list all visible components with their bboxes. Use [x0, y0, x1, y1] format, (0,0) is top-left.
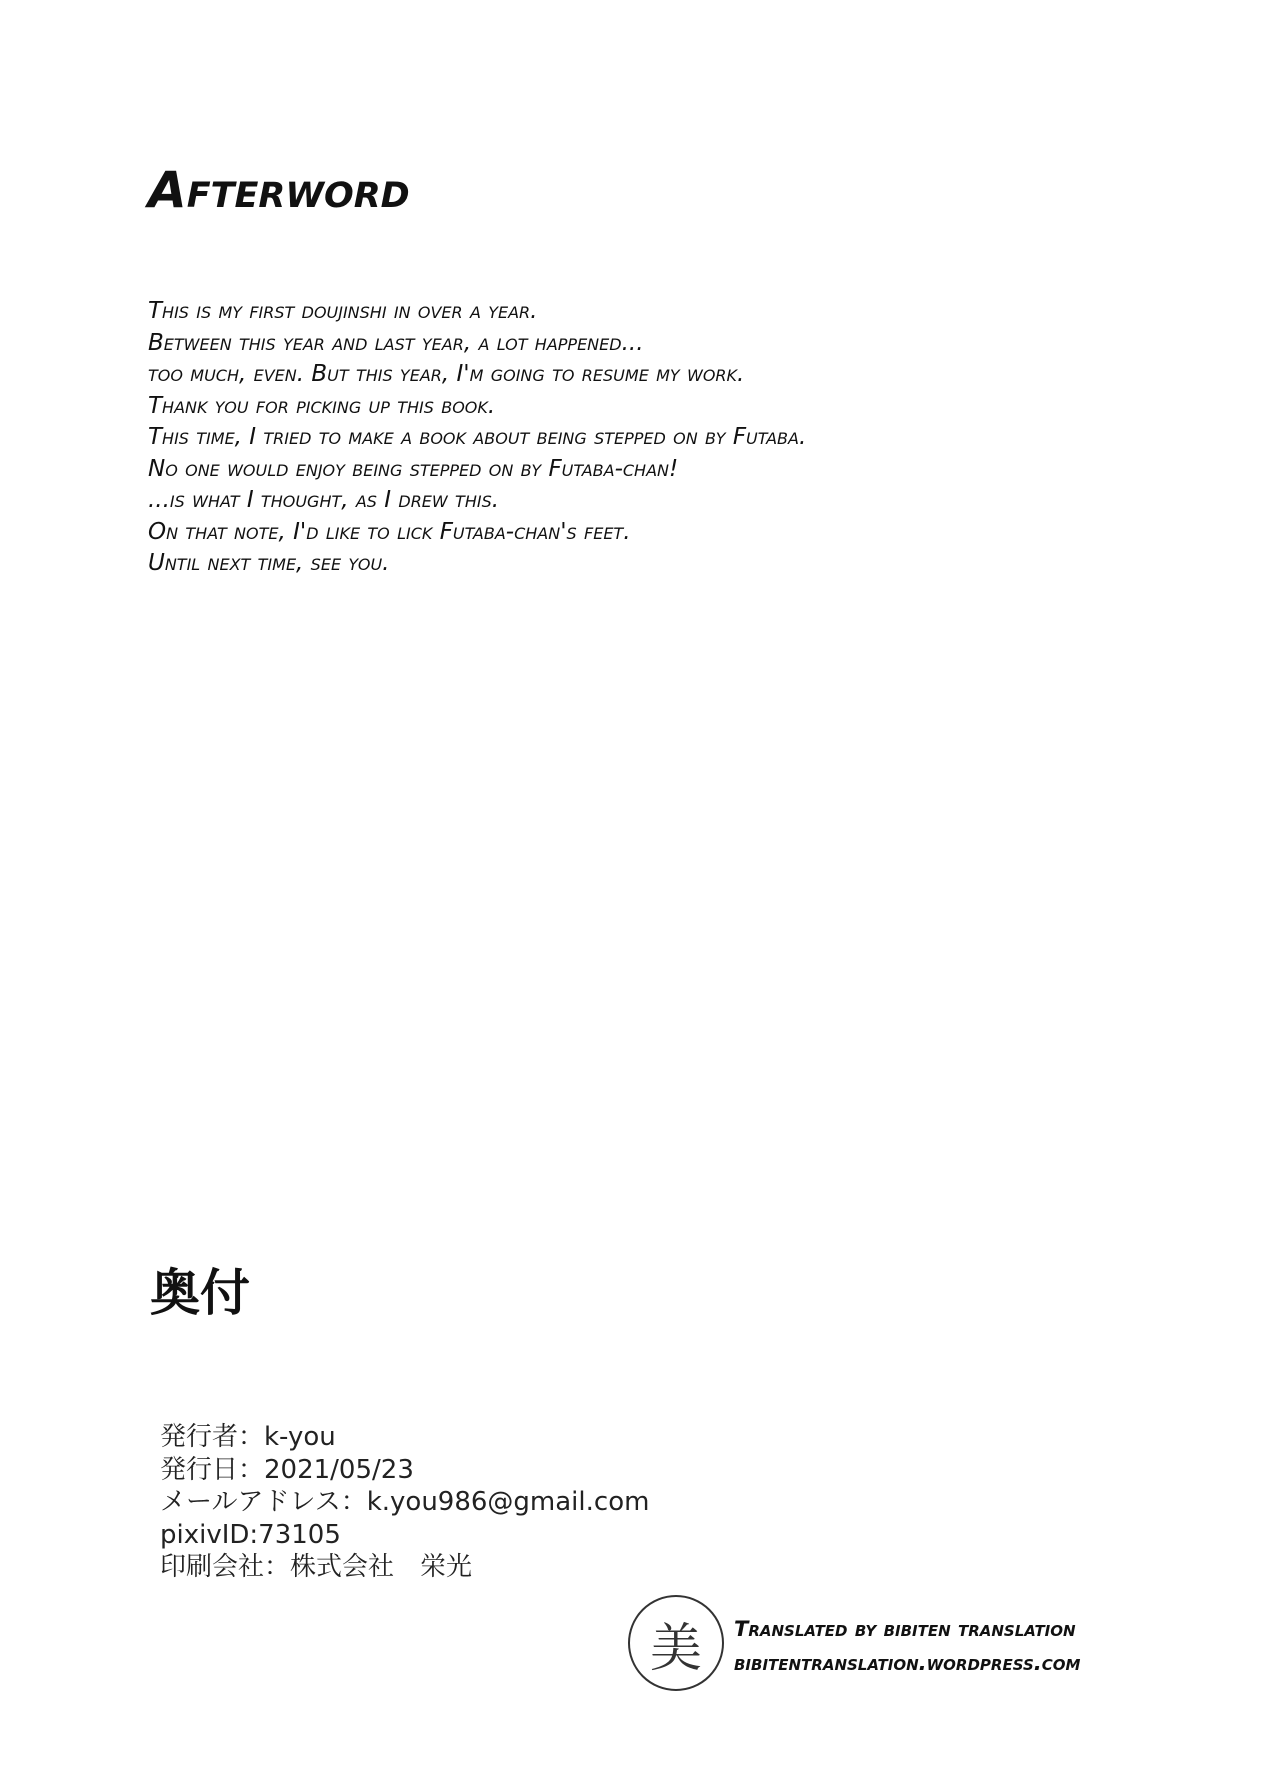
- afterword-body: [148, 296, 806, 580]
- afterword-line: This time, I tried to make a book about being stepped on by Futaba.: [148, 424, 807, 450]
- seal-character: 美: [649, 1618, 702, 1679]
- colophon-title: 奥付: [150, 1264, 250, 1322]
- colophon-pixiv-id: pixivID:73105: [160, 1519, 341, 1550]
- colophon-publisher: 発行者：k-you: [160, 1422, 336, 1452]
- afterword-line: too much, even. But this year, I'm going to resume my work.: [148, 361, 745, 387]
- afterword-line: Between this year and last year, a lot happened...: [148, 329, 644, 356]
- afterword-line: No one would enjoy being stepped on by Futaba-chan!: [148, 455, 679, 482]
- afterword-line: ...is what I thought, as I drew this.: [148, 487, 500, 513]
- credit-website: bibitentranslation.wordpress.com: [734, 1651, 1081, 1675]
- translator-seal-logo: [628, 1595, 724, 1691]
- colophon-list: [160, 1421, 649, 1584]
- afterword-line: Thank you for picking up this book.: [148, 392, 496, 419]
- colophon-publish-date: 発行日：2021/05/23: [160, 1454, 414, 1485]
- credit-text: [734, 1612, 1080, 1680]
- afterword-line: On that note, I'd like to lick Futaba-chan's feet.: [148, 518, 631, 545]
- credit-translated-by: Translated by bibiten translation: [734, 1617, 1076, 1641]
- colophon-printer: 印刷会社：株式会社 栄光: [160, 1552, 473, 1582]
- afterword-title: Afterword: [148, 161, 410, 219]
- colophon-email: メールアドレス：k.you986@gmail.com: [160, 1487, 650, 1517]
- afterword-line: This is my first doujinshi in over a year.: [148, 298, 538, 324]
- afterword-line: Until next time, see you.: [148, 550, 390, 576]
